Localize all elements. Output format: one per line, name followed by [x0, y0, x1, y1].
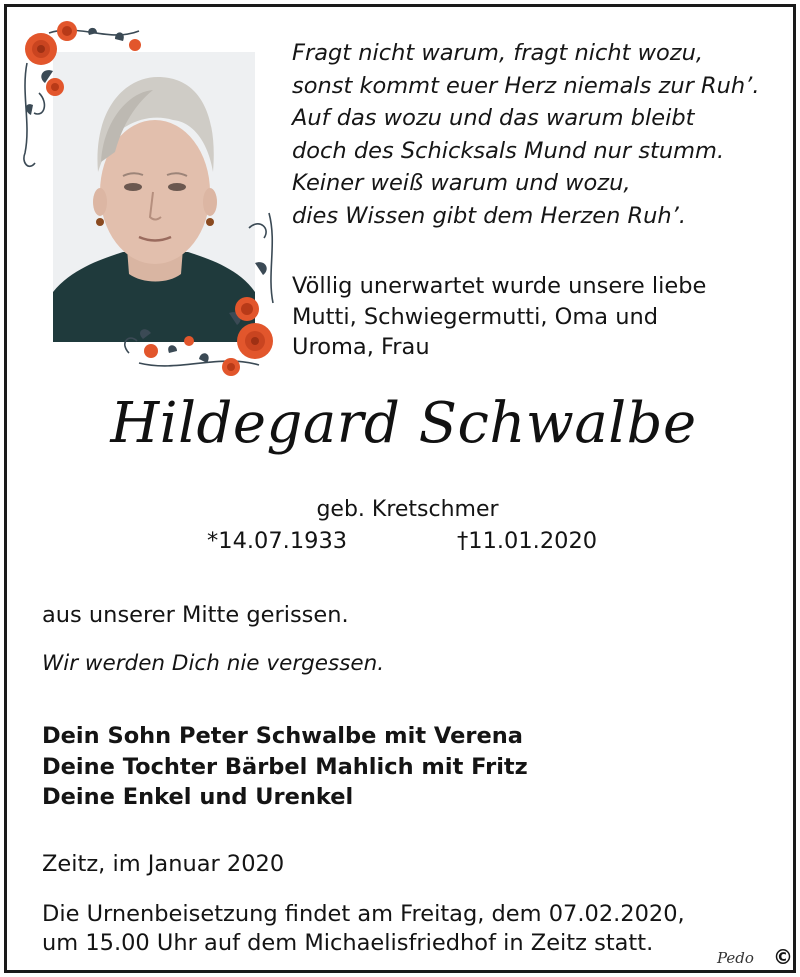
- never-forget-text: Wir werden Dich nie vergessen.: [42, 651, 385, 676]
- family-line: Deine Tochter Bärbel Mahlich mit Fritz: [42, 753, 528, 780]
- rose-ornament: [19, 13, 279, 385]
- poem: [292, 37, 772, 232]
- poem-line: Fragt nicht warum, fragt nicht wozu,: [292, 40, 703, 66]
- intro-text: [292, 271, 772, 363]
- family-line: Dein Sohn Peter Schwalbe mit Verena: [42, 723, 523, 749]
- intro-line: Mutti, Schwiegermutti, Oma und: [292, 303, 659, 330]
- torn-away-text: aus unserer Mitte gerissen.: [42, 602, 349, 628]
- copyright-icon: ©: [773, 945, 793, 969]
- family-list: [42, 721, 528, 813]
- deceased-name: Hildegard Schwalbe: [110, 391, 697, 456]
- portrait-area: [19, 13, 279, 385]
- poem-line: Keiner weiß warum und wozu,: [292, 170, 631, 196]
- place-date: Zeitz, im Januar 2020: [42, 851, 285, 877]
- intro-line: Uroma, Frau: [292, 334, 430, 360]
- burial-line: Die Urnenbeisetzung findet am Freitag, dem 07.02.2020,: [42, 901, 685, 927]
- obituary-card: [4, 4, 796, 973]
- family-line: Deine Enkel und Urenkel: [42, 784, 354, 810]
- designer-signature: Pedo: [717, 949, 754, 967]
- rose-flower-icon: [25, 33, 57, 65]
- death-date: †11.01.2020: [457, 528, 598, 554]
- poem-line: sonst kommt euer Herz niemals zur Ruh’.: [292, 72, 760, 99]
- intro-line: Völlig unerwartet wurde unsere liebe: [292, 273, 707, 299]
- burial-line: um 15.00 Uhr auf dem Michaelisfriedhof in Zeitz statt.: [42, 930, 654, 956]
- birth-date: *14.07.1933: [207, 528, 348, 554]
- poem-line: Auf das wozu und das warum bleibt: [292, 105, 695, 131]
- maiden-name: geb. Kretschmer: [316, 497, 499, 522]
- poem-line: dies Wissen gibt dem Herzen Ruh’.: [292, 202, 686, 229]
- poem-line: doch des Schicksals Mund nur stumm.: [292, 137, 725, 164]
- burial-notice: [42, 900, 685, 958]
